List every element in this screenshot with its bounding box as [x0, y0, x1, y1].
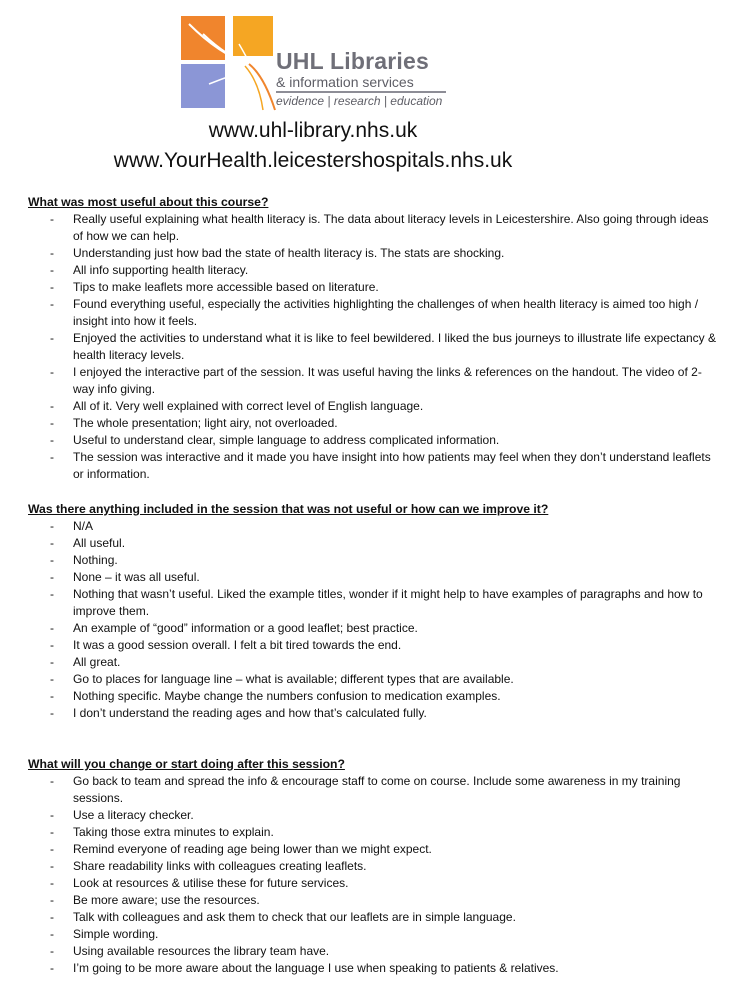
page-header	[0, 0, 741, 180]
list-item: - Nothing.	[28, 552, 718, 569]
brand-tagline: evidence | research | education	[276, 94, 443, 108]
list-item: - Nothing specific. Maybe change the numbers confusion to medication examples.	[28, 688, 718, 705]
list-item: - Useful to understand clear, simple language to address complicated information.	[28, 432, 718, 449]
list-item: - An example of “good” information or a good leaflet; best practice.	[28, 620, 718, 637]
list-item: - Taking those extra minutes to explain.	[28, 824, 718, 841]
feedback-list	[28, 773, 718, 977]
brand-subtitle: & information services	[276, 74, 446, 93]
list-item: - N/A	[28, 518, 718, 535]
list-item: - Talk with colleagues and ask them to check that our leaflets are in simple language.	[28, 909, 718, 926]
list-item: - Use a literacy checker.	[28, 807, 718, 824]
list-item: - I don’t understand the reading ages and how that’s calculated fully.	[28, 705, 718, 722]
list-item: - The session was interactive and it made you have insight into how patients may feel when they don’t understand leaflets or information.	[28, 449, 718, 483]
url-library[interactable]: www.uhl-library.nhs.uk	[208, 119, 418, 142]
feedback-content	[28, 194, 718, 977]
list-item: - None – it was all useful.	[28, 569, 718, 586]
url-yourhealth[interactable]: www.YourHealth.leicestershospitals.nhs.uk	[113, 149, 513, 172]
list-item: - I enjoyed the interactive part of the session. It was useful having the links & references on the handout. The video of 2-way info giving.	[28, 364, 718, 398]
list-item: - Nothing that wasn’t useful. Liked the example titles, wonder if it might help to have examples of paragraphs and how to improve them.	[28, 586, 718, 620]
section-title: Was there anything included in the session that was not useful or how can we improve it?	[28, 502, 549, 516]
list-item: - Remind everyone of reading age being lower than we might expect.	[28, 841, 718, 858]
list-item: - All great.	[28, 654, 718, 671]
section-most-useful	[28, 194, 718, 483]
list-item: - All info supporting health literacy.	[28, 262, 718, 279]
list-item: - Go back to team and spread the info & encourage staff to come on course. Include some awareness in my training sessions.	[28, 773, 718, 807]
list-item: - Understanding just how bad the state of health literacy is. The stats are shocking.	[28, 245, 718, 262]
feedback-list	[28, 518, 718, 722]
list-item: - All useful.	[28, 535, 718, 552]
list-item: - I’m going to be more aware about the language I use when speaking to patients & relatives.	[28, 960, 718, 977]
list-item: - All of it. Very well explained with correct level of English language.	[28, 398, 718, 415]
list-item: - The whole presentation; light airy, not overloaded.	[28, 415, 718, 432]
list-item: - Really useful explaining what health literacy is. The data about literacy levels in Leicestershire. Also going through ideas of how we can help.	[28, 211, 718, 245]
list-item: - Simple wording.	[28, 926, 718, 943]
section-title: What was most useful about this course?	[28, 195, 269, 209]
feedback-list	[28, 211, 718, 483]
list-item: - Found everything useful, especially the activities highlighting the challenges of when health literacy is aimed too high / insight into how it feels.	[28, 296, 718, 330]
list-item: - Tips to make leaflets more accessible based on literature.	[28, 279, 718, 296]
logo-text	[276, 48, 446, 109]
list-item: - Go to places for language line – what is available; different types that are available.	[28, 671, 718, 688]
brand-title: UHL Libraries	[276, 48, 429, 74]
list-item: - Share readability links with colleagues creating leaflets.	[28, 858, 718, 875]
section-changes	[28, 756, 718, 977]
list-item: - Enjoyed the activities to understand what it is like to feel bewildered. I liked the bus journeys to illustrate life expectancy & health literacy levels.	[28, 330, 718, 364]
list-item: - It was a good session overall. I felt a bit tired towards the end.	[28, 637, 718, 654]
section-title: What will you change or start doing after this session?	[28, 757, 345, 771]
list-item: - Look at resources & utilise these for future services.	[28, 875, 718, 892]
list-item: - Be more aware; use the resources.	[28, 892, 718, 909]
section-improvements	[28, 501, 718, 722]
list-item: - Using available resources the library team have.	[28, 943, 718, 960]
